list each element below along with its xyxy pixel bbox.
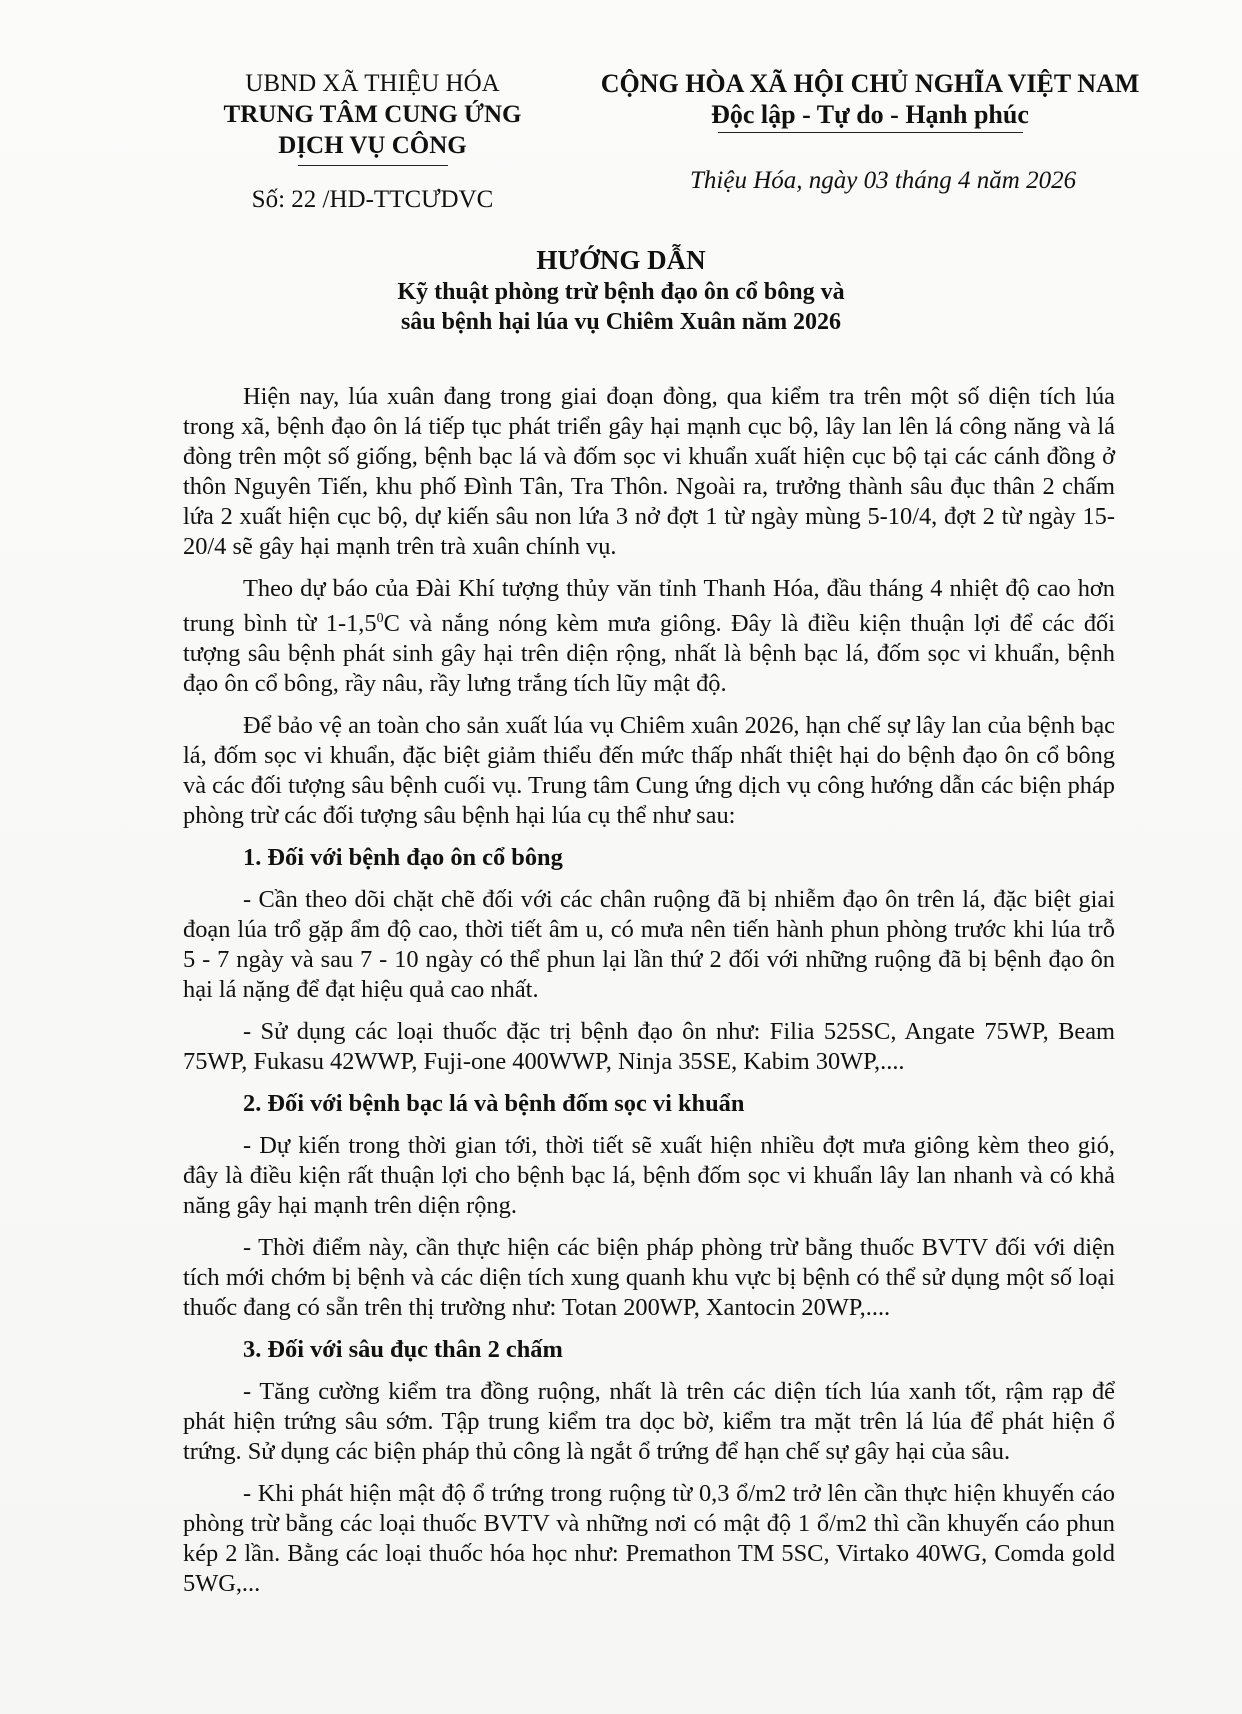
section-2-paragraph-1: - Dự kiến trong thời gian tới, thời tiết sẽ xuất hiện nhiều đợt mưa giông kèm theo gió, đây là điều kiện rất thuận lợi cho bệnh bạc lá, bệnh đốm sọc vi khuẩn lây lan nhanh và có khả năng gây hại mạnh trên diện rộng.	[183, 1132, 1115, 1220]
section-1-paragraph-2: - Sử dụng các loại thuốc đặc trị bệnh đạo ôn như: Filia 525SC, Angate 75WP, Beam 75WP, Fukasu 42WWP, Fuji-one 400WWP, Ninja 35SE, Kabim 30WP,....	[183, 1018, 1115, 1076]
intro-paragraph-3: Để bảo vệ an toàn cho sản xuất lúa vụ Chiêm xuân 2026, hạn chế sự lây lan của bệnh bạc lá, đốm sọc vi khuẩn, đặc biệt giảm thiểu đến mức thấp nhất thiệt hại do bệnh đạo ôn cổ bông và các đối tượng sâu bệnh cuối vụ. Trung tâm Cung ứng dịch vụ công hướng dẫn các biện pháp phòng trừ các đối tượng sâu bệnh hại lúa cụ thể như sau:	[183, 712, 1115, 830]
national-motto: Độc lập - Tự do - Hạnh phúc	[711, 100, 1029, 129]
document-body	[183, 382, 1115, 1611]
degree-superscript: 0	[376, 611, 384, 626]
intro-paragraph-2-part-b: C và nắng nóng kèm mưa giông. Đây là điều kiện thuận lợi để các đối tượng sâu bệnh phát sinh gây hại trên diện rộng, nhất là bệnh bạc lá, đốm sọc vi khuẩn, bệnh đạo ôn cổ bông, rầy nâu, rầy lưng trắng tích lũy mật độ.	[183, 610, 1115, 698]
intro-paragraph-2-part-a: Theo dự báo của Đài Khí tượng thủy văn tỉnh Thanh Hóa, đầu tháng 4 nhiệt độ cao hơn trung bình từ 1-1,5	[183, 575, 1115, 638]
nation-name: CỘNG HÒA XÃ HỘI CHỦ NGHĨA VIỆT NAM	[600, 69, 1140, 98]
document-number: Số: 22 /HD-TTCƯDVC	[251, 186, 494, 213]
section-1-paragraph-1: - Cần theo dõi chặt chẽ đối với các chân ruộng đã bị nhiễm đạo ôn trên lá, đặc biệt giai đoạn lúa trổ gặp ẩm độ cao, thời tiết âm u, có mưa nên tiến hành phun phòng trước khi lúa trỗ 5 - 7 ngày và sau 7 - 10 ngày có thể phun lại lần thứ 2 đối với những ruộng đã bị bệnh đạo ôn hại lá nặng để đạt hiệu quả cao nhất.	[183, 886, 1115, 1004]
title-block	[0, 243, 1242, 337]
document-date: Thiệu Hóa, ngày 03 tháng 4 năm 2026	[690, 167, 1077, 194]
national-header	[560, 68, 1180, 133]
org-underline	[298, 165, 448, 166]
section-2-paragraph-2: - Thời điểm này, cần thực hiện các biện pháp phòng trừ bằng thuốc BVTV đối với diện tích mới chớm bị bệnh và các diện tích xung quanh khu vực bị bệnh có thể sử dụng một số loại thuốc đang có sẵn trên thị trường như: Totan 200WP, Xantocin 20WP,....	[183, 1234, 1115, 1322]
org-line-2: TRUNG TÂM CUNG ỨNG	[223, 101, 522, 128]
issuing-organization	[205, 68, 540, 215]
document-subtitle-line-2: sâu bệnh hại lúa vụ Chiêm Xuân năm 2026	[400, 309, 842, 335]
document-title: HƯỚNG DẪN	[536, 245, 706, 275]
section-3-paragraph-1: - Tăng cường kiểm tra đồng ruộng, nhất là trên các diện tích lúa xanh tốt, rậm rạp để phát hiện trứng sâu sớm. Tập trung kiểm tra dọc bờ, kiểm tra mặt trên lá lúa để phát hiện ổ trứng. Sử dụng các biện pháp thủ công là ngắt ổ trứng để hạn chế sự gây hại của sâu.	[183, 1378, 1115, 1466]
document-subtitle-line-1: Kỹ thuật phòng trừ bệnh đạo ôn cổ bông và	[397, 279, 845, 305]
section-1-heading: 1. Đối với bệnh đạo ôn cổ bông	[243, 844, 563, 872]
section-3-heading: 3. Đối với sâu đục thân 2 chấm	[243, 1336, 563, 1364]
intro-paragraph-2	[183, 574, 1115, 699]
section-2-heading: 2. Đối với bệnh bạc lá và bệnh đốm sọc vi khuẩn	[243, 1090, 745, 1118]
intro-paragraph-1: Hiện nay, lúa xuân đang trong giai đoạn đòng, qua kiểm tra trên một số diện tích lúa trong xã, bệnh đạo ôn lá tiếp tục phát triển gây hại mạnh cục bộ, lây lan lên lá công năng và lá đòng trên một số giống, bệnh bạc lá và đốm sọc vi khuẩn xuất hiện cục bộ tại các cánh đồng ở thôn Nguyên Tiến, khu phố Đình Tân, Tra Thôn. Ngoài ra, trưởng thành sâu đục thân 2 chấm lứa 2 xuất hiện cục bộ, dự kiến sâu non lứa 3 nở đợt 1 từ ngày mùng 5-10/4, đợt 2 từ ngày 15- 20/4 sẽ gây hại mạnh trên trà xuân chính vụ.	[183, 383, 1115, 560]
org-line-1: UBND XÃ THIỆU HÓA	[245, 70, 500, 97]
org-line-3: DỊCH VỤ CÔNG	[278, 132, 467, 159]
motto-underline	[718, 132, 1023, 133]
section-3-paragraph-2: - Khi phát hiện mật độ ổ trứng trong ruộng từ 0,3 ổ/m2 trở lên cần thực hiện khuyến cáo phòng trừ bằng các loại thuốc BVTV và những nơi có mật độ 1 ổ/m2 thì cần khuyến cáo phun kép 2 lần. Bằng các loại thuốc hóa học như: Premathon TM 5SC, Virtako 40WG, Comda gold 5WG,...	[183, 1480, 1115, 1598]
